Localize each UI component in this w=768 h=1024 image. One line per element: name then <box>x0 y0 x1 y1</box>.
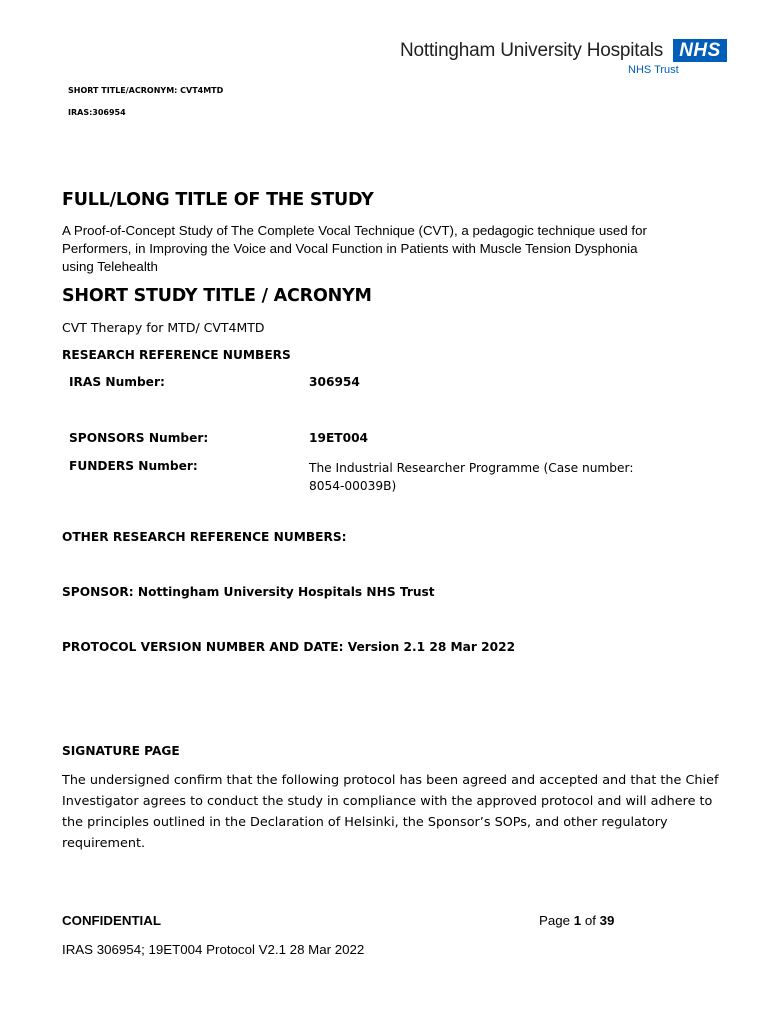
page-of: of <box>581 913 600 928</box>
signature-paragraph <box>62 770 752 854</box>
page-current: 1 <box>573 913 582 928</box>
signature-line: the principles outlined in the Declaration of Helsinki, the Sponsor’s SOPs, and other regulatory <box>62 815 668 830</box>
full-title-line: A Proof-of-Concept Study of The Complete Vocal Technique (CVT), a pedagogic technique used for <box>62 223 647 238</box>
full-title-line: using Telehealth <box>62 259 158 274</box>
full-title-line: Performers, in Improving the Voice and Vocal Function in Patients with Muscle Tension Dysphonia <box>62 241 638 256</box>
signature-line: The undersigned confirm that the following protocol has been agreed and accepted and that the Chief <box>62 773 719 788</box>
short-title-text: CVT Therapy for MTD/ CVT4MTD <box>62 320 265 335</box>
full-title-text <box>62 222 742 276</box>
document-reference: IRAS 306954; 19ET004 Protocol V2.1 28 Mar 2022 <box>62 942 365 957</box>
nhs-logo: NHS <box>673 39 727 62</box>
page-prefix: Page <box>539 913 574 928</box>
confidential-label: CONFIDENTIAL <box>62 913 161 928</box>
signature-heading: SIGNATURE PAGE <box>62 744 180 758</box>
page-number <box>539 913 614 928</box>
sponsor-line: SPONSOR: Nottingham University Hospitals NHS Trust <box>62 585 435 599</box>
short-title-heading: SHORT STUDY TITLE / ACRONYM <box>62 286 372 306</box>
signature-line: Investigator agrees to conduct the study in compliance with the approved protocol and will adhere to <box>62 794 713 809</box>
page-total: 39 <box>599 913 615 928</box>
organisation-name: Nottingham University Hospitals <box>400 40 664 61</box>
sponsors-number-value: 19ET004 <box>309 431 369 445</box>
header-iras: IRAS:306954 <box>68 108 126 117</box>
signature-line: requirement. <box>62 836 146 851</box>
iras-number-label: IRAS Number: <box>69 375 165 389</box>
sponsors-number-label: SPONSORS Number: <box>69 431 209 445</box>
funders-value-line: The Industrial Researcher Programme (Case number: <box>309 461 634 475</box>
trust-label: NHS Trust <box>628 64 679 76</box>
funders-number-value <box>309 459 633 495</box>
full-title-heading: FULL/LONG TITLE OF THE STUDY <box>62 190 374 210</box>
iras-number-value: 306954 <box>309 375 360 389</box>
research-refs-heading: RESEARCH REFERENCE NUMBERS <box>62 348 291 362</box>
funders-value-line: 8054-00039B) <box>309 479 397 493</box>
header-short-title: SHORT TITLE/ACRONYM: CVT4MTD <box>68 86 224 95</box>
protocol-version-line: PROTOCOL VERSION NUMBER AND DATE: Version 2.1 28 Mar 2022 <box>62 640 516 654</box>
other-refs-heading: OTHER RESEARCH REFERENCE NUMBERS: <box>62 530 347 544</box>
funders-number-label: FUNDERS Number: <box>69 459 198 473</box>
